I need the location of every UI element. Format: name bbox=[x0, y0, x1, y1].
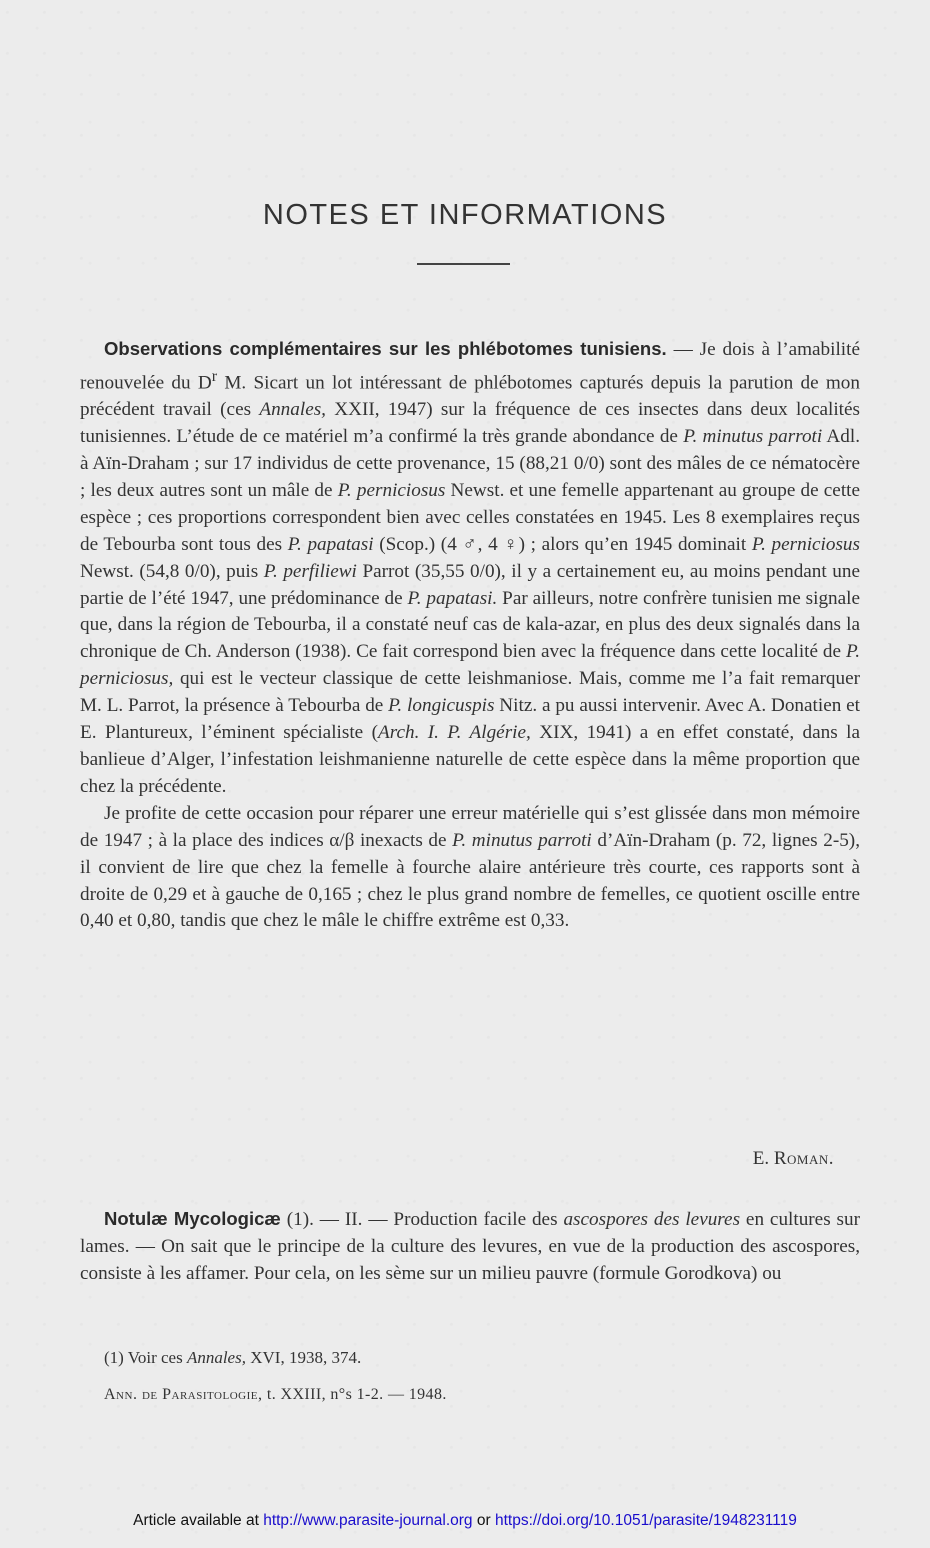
article-paragraph: Je profite de cette occasion pour réparer une erreur matérielle qui s’est glissée dans mon mémoire de 1947 ; à la place des indices α/β inexacts de P. minutus parroti d’Aïn-Draham (p. 72, lignes 2-5), il convient de lire que chez la femelle à fourche alaire antérieure très courte, ces rapports sont à droite de 0,29 et à gauche de 0,165 ; chez le plus grand nombre de femelles, ce quotient oscille entre 0,40 et 0,80, tandis que chez le mâle le chiffre extrême est 0,33. bbox=[80, 802, 860, 932]
doi-link[interactable]: https://doi.org/10.1051/parasite/1948231119 bbox=[494, 1512, 797, 1529]
article-notulae bbox=[80, 1206, 860, 1288]
article-paragraph: Observations complémentaires sur les phlébotomes tunisiens. — Je dois à l’amabilité renouvelée du $D^r$ M. Sicart un lot intéressant de phlébotomes capturés depuis la parution de mon précédent travail (ces Annales, XXII, 1947) sur la fréquence de ces insectes dans deux localités tunisiennes. L’étude de ce matériel m’a confirmé la très grande abondance de P. minutus parroti Adl. à Aïn-Draham ; sur 17 individus de cette provenance, 15 (88,21 0/0) sont des mâles de ce nématocère ; les deux autres sont un mâle de P. perniciosus Newst. et une femelle appartenant au groupe de cette espèce ; ces proportions correspondent bien avec celles constatées en 1945. Les 8 exemplaires reçus de Tebourba sont tous des P. papatasi (Scop.) (4 ♂, 4 ♀) ; alors qu’en 1945 dominait P. perniciosus Newst. (54,8 0/0), puis P. perfiliewi Parrot (35,55 0/0), il y a certainement eu, au moins pendant une partie de l’été 1947, une prédominance de P. papatasi. Par ailleurs, notre confrère tunisien me signale que, dans la région de Tebourba, il a constaté neuf cas de kala-azar, en plus des deux signalés dans la chronique de Ch. Anderson (1938). Ce fait correspond bien avec la fréquence dans cette localité de P. perniciosus, qui est le vecteur classique de cette leishmaniose. Mais, comme me l’a fait remarquer M. L. Parrot, la présence à Tebourba de P. longicuspis Nitz. a pu aussi intervenir. Avec A. Donatien et E. Plantureux, l’éminent spécialiste (Arch. I. P. Algérie, XIX, 1941) a en effet constaté, dans la banlieue d’Alger, l’infestation leishmanienne naturelle de cette espèce dans la même proportion que chez la précédente. bbox=[80, 338, 861, 797]
page-title: NOTES ET INFORMATIONS bbox=[262, 199, 668, 231]
author-signature: E. Roman. bbox=[752, 1148, 834, 1169]
article-phlebotomes bbox=[80, 336, 860, 935]
article-heading: Observations complémentaires sur les phlébotomes tunisiens. bbox=[104, 338, 667, 359]
running-foot: Ann. de Parasitologie, t. XXIII, n°s 1-2. — 1948. bbox=[104, 1386, 447, 1403]
article-availability: Article available at http://www.parasite-journal.org or https://doi.org/10.1051/parasite/1948231119 bbox=[133, 1512, 797, 1529]
footnote: (1) Voir ces Annales, XVI, 1938, 374. bbox=[104, 1348, 362, 1367]
journal-link[interactable]: http://www.parasite-journal.org bbox=[263, 1512, 473, 1529]
title-rule bbox=[417, 263, 510, 265]
article-paragraph: Notulæ Mycologicæ (1). — II. — Production facile des ascospores des levures en cultures sur lames. — On sait que le principe de la culture des levures, en vue de la production des ascospores, consiste à les affamer. Pour cela, on les sème sur un milieu pauvre (formule Gorodkova) ou bbox=[80, 1208, 860, 1284]
article-heading: Notulæ Mycologicæ bbox=[104, 1208, 281, 1229]
